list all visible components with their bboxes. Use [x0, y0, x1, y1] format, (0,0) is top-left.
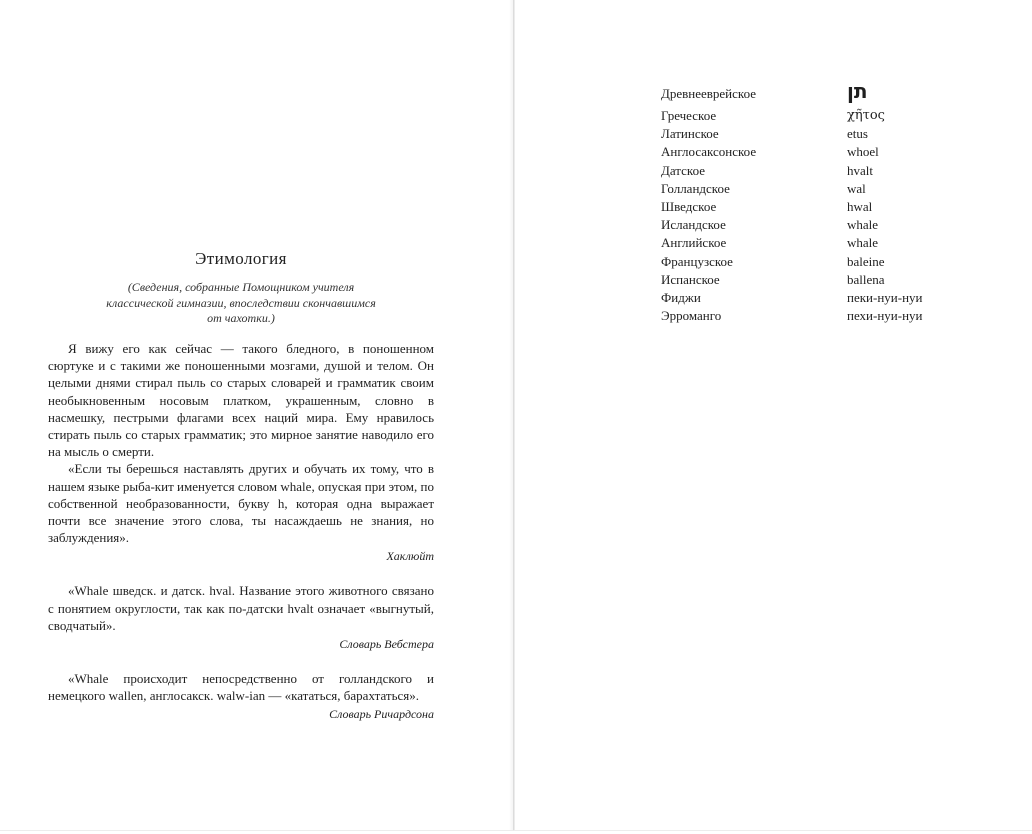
subtitle-line: (Сведения, собранные Помощником учителя — [127, 280, 355, 294]
word-cell: hvalt — [847, 162, 873, 178]
chapter-subtitle — [60, 280, 422, 327]
language-name: Англосаксонское — [661, 144, 757, 160]
attribution-hakluyt: Хаклюйт — [386, 549, 434, 564]
table-row — [661, 180, 923, 198]
subtitle-line: от чахотки.) — [207, 311, 275, 325]
table-row — [661, 143, 923, 161]
word-cell: whoel — [847, 144, 879, 160]
word-cell: ballena — [847, 271, 885, 287]
word-cell: baleine — [847, 253, 885, 269]
table-row — [661, 271, 923, 289]
word-cell: wal — [847, 180, 866, 196]
word-cell: whale — [847, 217, 879, 233]
quote-paragraph: «Если ты берешься наставлять других и обучать их тому, что в нашем языке рыба-кит именуется словом whale, опуская при этом, по собственной необразованности, букву h, которая одна выражает почти все значение этого слова, ты насаждаешь не знания, но заблуждения». — [48, 461, 434, 546]
word-cell — [847, 79, 923, 106]
table-row — [661, 198, 923, 216]
word-cell: hwal — [847, 199, 873, 215]
webster-quote: «Whale шведск. и датск. hval. Название этого животного связано с понятием округлости, так как по-датски hvalt означает «выгнутый, сводчатый». — [48, 583, 434, 633]
attribution-webster: Словарь Вебстера — [339, 637, 434, 652]
table-row — [661, 162, 923, 180]
language-name: Греческое — [661, 107, 717, 123]
language-name: Английское — [661, 235, 727, 251]
table-row — [661, 289, 923, 307]
language-name: Испанское — [661, 271, 720, 287]
table-row — [661, 253, 923, 271]
body-text — [48, 340, 434, 723]
word-cell: whale — [847, 235, 879, 251]
word-cell — [847, 106, 923, 125]
table-row — [661, 307, 923, 325]
table-row — [661, 79, 923, 106]
greek-word: χη̃τος — [847, 108, 885, 123]
word-cell: пехи-нуи-нуи — [847, 308, 923, 324]
subtitle-line: классической гимназии, впоследствии скончавшимся — [106, 295, 376, 310]
table-row — [661, 216, 923, 234]
language-name: Голландское — [661, 180, 730, 196]
table-row — [661, 106, 923, 125]
attribution-richardson: Словарь Ричардсона — [329, 707, 434, 722]
hebrew-word: תן — [847, 79, 868, 103]
language-name: Шведское — [661, 199, 717, 215]
language-name: Фиджи — [661, 290, 701, 306]
table-row — [661, 125, 923, 143]
chapter-title: Этимология — [195, 249, 287, 268]
language-name: Латинское — [661, 126, 719, 142]
intro-paragraph: Я вижу его как сейчас — такого бледного, в поношенном сюртуке и с такими же поношенными мозгами, душой и телом. Он целыми днями стирал пыль со старых словарей и грамматик своим необыкновенным носовым платком, украшенным, словно в насмешку, пестрыми флагами всех наций мира. Ему нравилось стирать пыль со старых грамматик; это мирное занятие наводило его на мысль о смерти. — [48, 341, 434, 460]
whale-words-table — [661, 79, 923, 325]
language-name: Древнееврейское — [661, 86, 756, 101]
language-name: Датское — [661, 162, 705, 178]
language-name: Эрроманго — [661, 308, 722, 324]
language-name: Французское — [661, 253, 733, 269]
left-page — [0, 0, 514, 831]
table-row — [661, 234, 923, 252]
word-cell: пеки-нуи-нуи — [847, 290, 923, 306]
word-cell: etus — [847, 126, 868, 142]
richardson-quote: «Whale происходит непосредственно от голландского и немецкого wallen, англосакск. walw-ian — «кататься, барахтаться». — [48, 671, 434, 704]
language-name: Исландское — [661, 217, 726, 233]
